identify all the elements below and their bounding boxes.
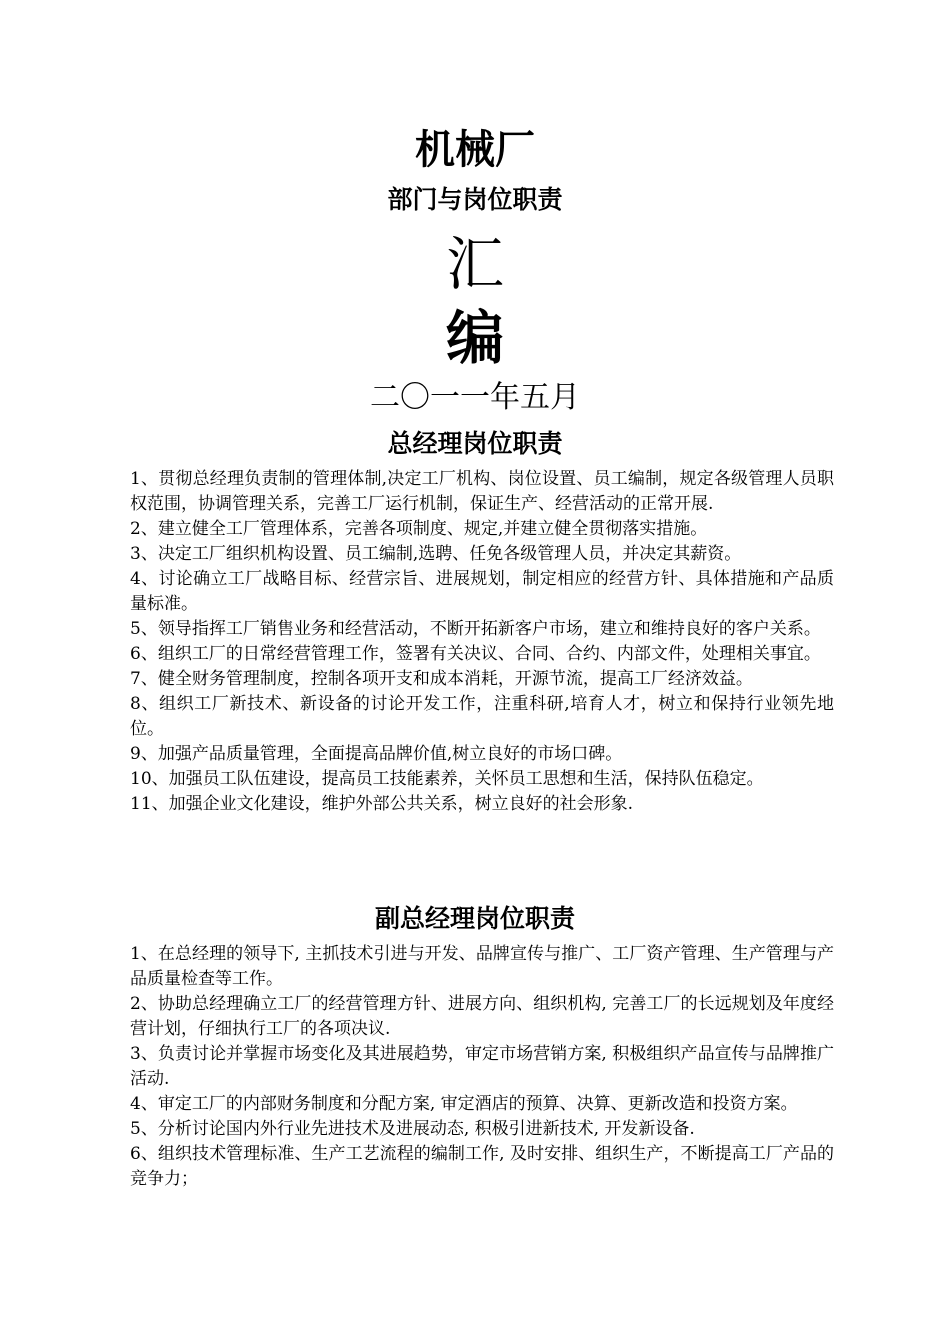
duty-list xyxy=(0,942,950,1192)
duty-item: 3、负责讨论并掌握市场变化及其进展趋势，审定市场营销方案, 积极组织产品宣传与品牌推广活动. xyxy=(130,1044,834,1089)
document-date: 二〇一一年五月 xyxy=(370,380,580,415)
document-title-char-1: 汇 xyxy=(445,230,504,298)
duty-item: 1、在总经理的领导下, 主抓技术引进与开发、品牌宣传与推广、工厂资产管理、生产管理与产品质量检查等工作。 xyxy=(130,944,834,989)
section-general-manager xyxy=(0,425,950,817)
duty-item: 2、协助总经理确立工厂的经营管理方针、进展方向、组织机构, 完善工厂的长远规划及年度经营计划，仔细执行工厂的各项决议. xyxy=(130,994,834,1039)
duty-item: 3、决定工厂组织机构设置、员工编制,选聘、任免各级管理人员，并决定其薪资。 xyxy=(130,544,742,564)
duty-item: 11、加强企业文化建设，维护外部公共关系，树立良好的社会形象. xyxy=(130,794,634,814)
duty-item: 7、健全财务管理制度，控制各项开支和成本消耗，开源节流，提高工厂经济效益。 xyxy=(130,669,753,689)
duty-list xyxy=(0,467,950,817)
duty-item: 4、讨论确立工厂战略目标、经营宗旨、进展规划，制定相应的经营方针、具体措施和产品质量标准。 xyxy=(130,569,834,614)
document-title-char-2: 编 xyxy=(445,304,504,372)
section-deputy-general-manager xyxy=(0,900,950,1192)
duty-item: 2、建立健全工厂管理体系，完善各项制度、规定,并建立健全贯彻落实措施。 xyxy=(130,519,708,539)
duty-item: 9、加强产品质量管理，全面提高品牌价值,树立良好的市场口碑。 xyxy=(130,744,623,764)
section-title: 副总经理岗位职责 xyxy=(374,904,575,933)
section-title: 总经理岗位职责 xyxy=(387,429,563,458)
duty-item: 5、分析讨论国内外行业先进技术及进展动态, 积极引进新技术, 开发新设备. xyxy=(130,1119,695,1139)
document-title: 机械厂 xyxy=(415,126,535,173)
duty-item: 6、组织工厂的日常经营管理工作，签署有关决议、合同、合约、内部文件，处理相关事宜。 xyxy=(130,644,821,664)
duty-item: 8、组织工厂新技术、新设备的讨论开发工作，注重科研,培育人才，树立和保持行业领先地位。 xyxy=(130,694,834,739)
duty-item: 6、组织技术管理标准、生产工艺流程的编制工作, 及时安排、组织生产，不断提高工厂产品的竞争力； xyxy=(130,1144,834,1189)
duty-item: 10、加强员工队伍建设，提高员工技能素养，关怀员工思想和生活，保持队伍稳定。 xyxy=(130,769,764,789)
duty-item: 4、审定工厂的内部财务制度和分配方案, 审定酒店的预算、决算、更新改造和投资方案。 xyxy=(130,1094,798,1114)
document-subtitle: 部门与岗位职责 xyxy=(387,185,563,214)
duty-item: 1、贯彻总经理负责制的管理体制,决定工厂机构、岗位设置、员工编制，规定各级管理人员职权范围，协调管理关系，完善工厂运行机制，保证生产、经营活动的正常开展. xyxy=(130,469,834,514)
duty-item: 5、领导指挥工厂销售业务和经营活动，不断开拓新客户市场，建立和维持良好的客户关系。 xyxy=(130,619,821,639)
